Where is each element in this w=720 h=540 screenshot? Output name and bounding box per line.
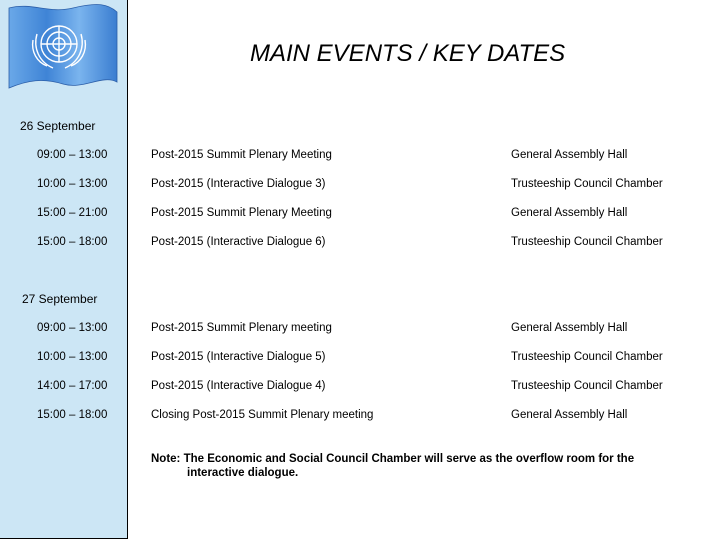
event-venue: Trusteeship Council Chamber xyxy=(511,178,663,190)
date-heading-26-september: 26 September xyxy=(20,119,96,133)
event-venue: Trusteeship Council Chamber xyxy=(511,351,663,363)
event-title: Post-2015 (Interactive Dialogue 5) xyxy=(151,351,326,363)
table-row xyxy=(0,380,720,396)
event-title: Post-2015 (Interactive Dialogue 6) xyxy=(151,236,326,248)
table-row xyxy=(0,178,720,194)
event-title: Post-2015 Summit Plenary Meeting xyxy=(151,207,332,219)
event-venue: General Assembly Hall xyxy=(511,409,628,421)
event-time: 09:00 – 13:00 xyxy=(37,149,108,161)
date-heading-27-september: 27 September xyxy=(22,292,98,306)
un-flag-icon xyxy=(3,0,121,95)
event-title: Post-2015 (Interactive Dialogue 3) xyxy=(151,178,326,190)
event-time: 15:00 – 18:00 xyxy=(37,409,108,421)
event-title: Post-2015 Summit Plenary meeting xyxy=(151,322,332,334)
sidebar-panel xyxy=(0,0,128,539)
overflow-note xyxy=(151,452,671,480)
event-time: 15:00 – 21:00 xyxy=(37,207,108,219)
table-row xyxy=(0,149,720,165)
table-row xyxy=(0,322,720,338)
event-venue: Trusteeship Council Chamber xyxy=(511,236,663,248)
event-title: Post-2015 (Interactive Dialogue 4) xyxy=(151,380,326,392)
event-time: 09:00 – 13:00 xyxy=(37,322,108,334)
page-title: MAIN EVENTS / KEY DATES xyxy=(250,40,566,67)
event-title: Closing Post-2015 Summit Plenary meeting xyxy=(151,409,374,421)
table-row xyxy=(0,236,720,252)
event-venue: General Assembly Hall xyxy=(511,322,628,334)
event-time: 10:00 – 13:00 xyxy=(37,178,108,190)
note-line-1: Note: The Economic and Social Council Chamber will serve as the overflow room for the xyxy=(151,453,635,465)
event-venue: General Assembly Hall xyxy=(511,149,628,161)
table-row xyxy=(0,207,720,223)
event-time: 14:00 – 17:00 xyxy=(37,380,108,392)
table-row xyxy=(0,409,720,425)
event-time: 15:00 – 18:00 xyxy=(37,236,108,248)
event-venue: Trusteeship Council Chamber xyxy=(511,380,663,392)
note-line-2: interactive dialogue. xyxy=(187,467,299,479)
table-row xyxy=(0,351,720,367)
event-title: Post-2015 Summit Plenary Meeting xyxy=(151,149,332,161)
event-time: 10:00 – 13:00 xyxy=(37,351,108,363)
event-venue: General Assembly Hall xyxy=(511,207,628,219)
